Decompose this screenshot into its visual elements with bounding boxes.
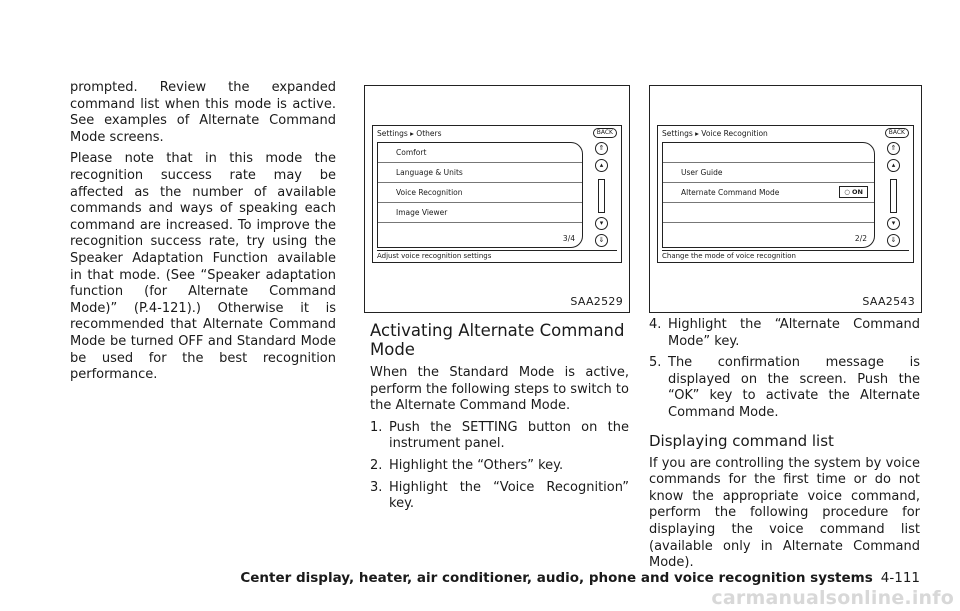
steps-list [370,420,629,513]
menu-item-empty [663,143,874,163]
section-heading: Displaying command list [649,431,834,450]
right-column [649,317,920,577]
screen-display [372,125,622,263]
list-item: 4. Highlight the “Alternate Command Mode” key. [649,317,920,349]
page-indicator: 2/2 [854,234,867,243]
page-indicator: 3/4 [562,234,575,243]
screen-header [662,129,909,139]
scroll-down-icon: ▾ [887,217,900,230]
scroll-bottom-icon: ⇓ [887,234,900,247]
back-button: BACK [885,128,909,138]
scroll-top-icon: ⇑ [595,142,608,155]
menu-item-comfort: Comfort [378,143,582,163]
scrollbar [890,179,897,213]
section-heading: Activating Alternate Command Mode [370,321,625,359]
section-title: Center display, heater, air conditioner, audio, phone and voice recognition systems [240,570,873,586]
menu-item-empty [378,223,582,242]
menu-item-language-units: Language & Units [378,163,582,183]
scroll-controls [881,142,909,246]
page-number: 4-111 [880,570,920,586]
menu-list [662,142,875,248]
list-item: 1. Push the SETTING button on the instrument panel. [370,419,629,452]
list-item: 5. The confirmation message is displayed on the screen. Push the “OK” key to activate the Alternate Command Mode. [649,355,920,420]
back-button: BACK [593,128,617,138]
scroll-down-icon: ▾ [595,217,608,230]
menu-item-voice-recognition: Voice Recognition [378,183,582,203]
figure-settings-others [364,85,630,313]
paragraph: prompted. Review the expanded command list when this mode is active. See examples of Alternate Command Mode screens. [70,80,336,145]
paragraph: Please note that in this mode the recognition success rate may be affected as the number of available commands and ways of speaking each command are increased. To improve the recognition success rate, try using the Speaker Adaptation Function available in that mode. (See “Speaker adaptation function (for Alternate Command Mode)” (P.4-121).) Otherwise it is recommended that Alternate Command Mode be turned OFF and Standard Mode be used for the best recognition performance. [70,151,336,383]
menu-item-empty [663,223,874,242]
list-item: 3. Highlight the “Voice Recognition” key. [370,479,629,512]
screen-title: Settings ▸ Others [377,129,442,138]
screen-footer: Change the mode of voice recognition [662,250,909,262]
page-footer [0,570,920,586]
left-column [70,80,336,389]
figure-code: SAA2543 [862,295,915,308]
figure-settings-voice-recognition [649,85,922,313]
scroll-top-icon: ⇑ [887,142,900,155]
menu-item-alternate-command-mode: Alternate Command Mode ○ ON [663,183,874,203]
middle-column [370,321,629,518]
scroll-controls [589,142,617,246]
menu-item-image-viewer: Image Viewer [378,203,582,223]
toggle-indicator: ○ ON [839,186,868,198]
screen-footer: Adjust voice recognition settings [377,250,617,262]
scroll-up-icon: ▴ [887,159,900,172]
steps-list [649,317,920,422]
menu-item-user-guide: User Guide [663,163,874,183]
screen-header [377,129,617,139]
list-item: 2. Highlight the “Others” key. [370,457,564,473]
paragraph: When the Standard Mode is active, perform the following steps to switch to the Alternate Command Mode. [370,365,629,414]
paragraph: If you are controlling the system by voice commands for the first time or do not know the appropriate voice command, perform the following procedure for displaying the voice command list (available only in Alternate Command Mode). [649,455,920,571]
figure-code: SAA2529 [570,295,623,308]
menu-list [377,142,583,248]
screen-title: Settings ▸ Voice Recognition [662,129,768,138]
screen-display [657,125,914,263]
watermark: carmanualsonline.info [711,587,954,609]
scroll-up-icon: ▴ [595,159,608,172]
scrollbar [598,179,605,213]
menu-item-empty [663,203,874,223]
scroll-bottom-icon: ⇓ [595,234,608,247]
